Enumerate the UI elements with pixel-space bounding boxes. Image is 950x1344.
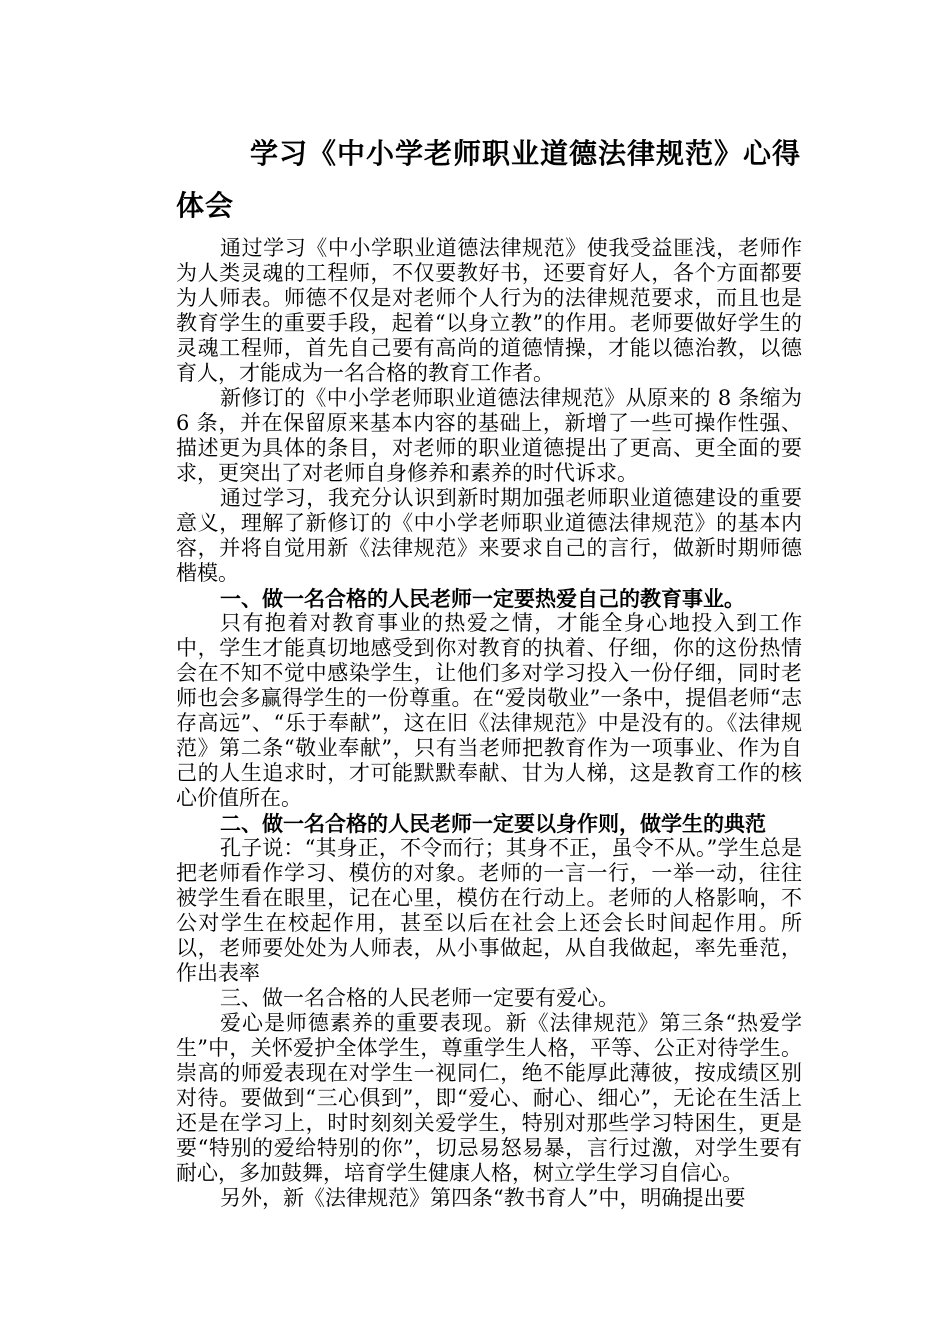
document-title: 学习《中小学老师职业道德法律规范》心得体会 bbox=[176, 137, 802, 222]
document-body bbox=[176, 236, 802, 1211]
body-paragraph: 通过学习，我充分认识到新时期加强老师职业道德建设的重要意义，理解了新修订的《中小学老师职业道德法律规范》的基本内容，并将自觉用新《法律规范》来要求自己的言行，做新时期师德楷模。 bbox=[176, 486, 802, 585]
body-paragraph: 新修订的《中小学老师职业道德法律规范》从原来的 8 条缩为 6 条，并在保留原来基本内容的基础上，新增了一些可操作性强、描述更为具体的条目，对老师的职业道德提出了更高、更全面的要求，更突出了对老师自身修养和素养的时代诉求。 bbox=[176, 386, 802, 485]
document-page bbox=[176, 128, 802, 1211]
body-paragraph: 通过学习《中小学职业道德法律规范》使我受益匪浅，老师作为人类灵魂的工程师，不仅要教好书，还要育好人，各个方面都要为人师表。师德不仅是对老师个人行为的法律规范要求，而且也是教育学生的重要手段，起着“以身立教”的作用。老师要做好学生的灵魂工程师，首先自己要有高尚的道德情操，才能以德治教，以德育人，才能成为一名合格的教育工作者。 bbox=[176, 236, 802, 385]
body-paragraph: 只有抱着对教育事业的热爱之情，才能全身心地投入到工作中，学生才能真切地感受到你对教育的执着、仔细，你的这份热情会在不知不觉中感染学生，让他们多对学习投入一份仔细，同时老师也会多赢得学生的一份尊重。在“爱岗敬业”一条中，提倡老师“志存高远”、“乐于奉献”，这在旧《法律规范》中是没有的。《法律规范》第二条“敬业奉献”，只有当老师把教育作为一项事业、作为自己的人生追求时，才可能默默奉献、甘为人梯，这是教育工作的核心价值所在。 bbox=[176, 611, 802, 810]
body-paragraph: 爱心是师德素养的重要表现。新《法律规范》第三条“热爱学生”中，关怀爱护全体学生，尊重学生人格，平等、公正对待学生。崇高的师爱表现在对学生一视同仁，绝不能厚此薄彼，按成绩区别对待。要做到“三心俱到”，即“爱心、耐心、细心”，无论在生活上还是在学习上，时时刻刻关爱学生，特别对那些学习特困生，更是要“特别的爱给特别的你”，切忌易怒易暴，言行过激，对学生要有耐心，多加鼓舞，培育学生健康人格，树立学生学习自信心。 bbox=[176, 1011, 802, 1185]
body-paragraph: 另外，新《法律规范》第四条“教书育人”中，明确提出要 bbox=[220, 1186, 746, 1210]
section-heading: 二、做一名合格的人民老师一定要以身作则，做学生的典范 bbox=[220, 811, 766, 836]
body-paragraph: 孔子说：“其身正，不令而行；其身不正，虽令不从。”学生总是把老师看作学习、模仿的对象。老师的一言一行，一举一动，往往被学生看在眼里，记在心里，模仿在行动上。老师的人格影响，不公对学生在校起作用，甚至以后在社会上还会长时间起作用。所以，老师要处处为人师表，从小事做起，从自我做起，率先垂范，作出表率 bbox=[176, 836, 802, 985]
body-paragraph: 三、做一名合格的人民老师一定要有爱心。 bbox=[220, 986, 619, 1010]
section-heading: 一、做一名合格的人民老师一定要热爱自己的教育事业。 bbox=[220, 586, 745, 611]
